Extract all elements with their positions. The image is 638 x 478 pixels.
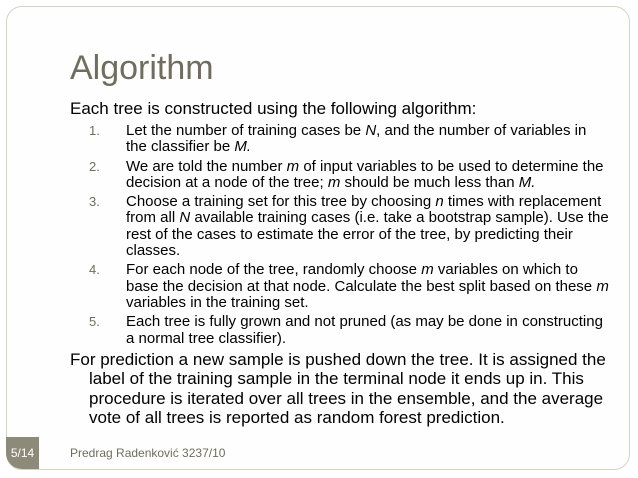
algorithm-steps [70, 123, 610, 347]
step-item: 1. Let the number of training cases be N, and the number of variables in the classifier be M. [89, 122, 587, 156]
slide-title: Algorithm [70, 49, 214, 87]
step-item: 2. We are told the number m of input variables to be used to determine the decision at a node of the tree; m should be much less than M. [89, 157, 604, 191]
step-number: 5. [89, 314, 100, 330]
step-number: 1. [89, 123, 100, 138]
step-item: 4. For each node of the tree, randomly choose m variables on which to base the decision at that node. Calculate the best split based on these m variables in the training set. [89, 261, 609, 311]
slide-content [70, 98, 610, 428]
closing-paragraph: For prediction a new sample is pushed down the tree. It is assigned the label of the training sample in the terminal node it ends up in. This procedure is iterated over all trees in the ensemble, and the average vote of all trees is reported as random forest prediction. [70, 349, 606, 428]
step-number: 3. [89, 194, 100, 210]
step-number: 2. [89, 158, 100, 174]
intro-text: Each tree is constructed using the following algorithm: [70, 99, 477, 118]
footer-author: Predrag Radenković 3237/10 [70, 446, 226, 460]
page-number-badge: 5/14 [6, 437, 39, 469]
step-number: 4. [89, 262, 100, 278]
step-item: 3. Choose a training set for this tree by choosing n times with replacement from all N available training cases (i.e. take a bootstrap sample). Use the rest of the cases to estimate the error of the tree, by predicting their classes. [89, 193, 609, 260]
step-item: 5. Each tree is fully grown and not pruned (as may be done in constructing a normal tree classifier). [89, 313, 603, 347]
